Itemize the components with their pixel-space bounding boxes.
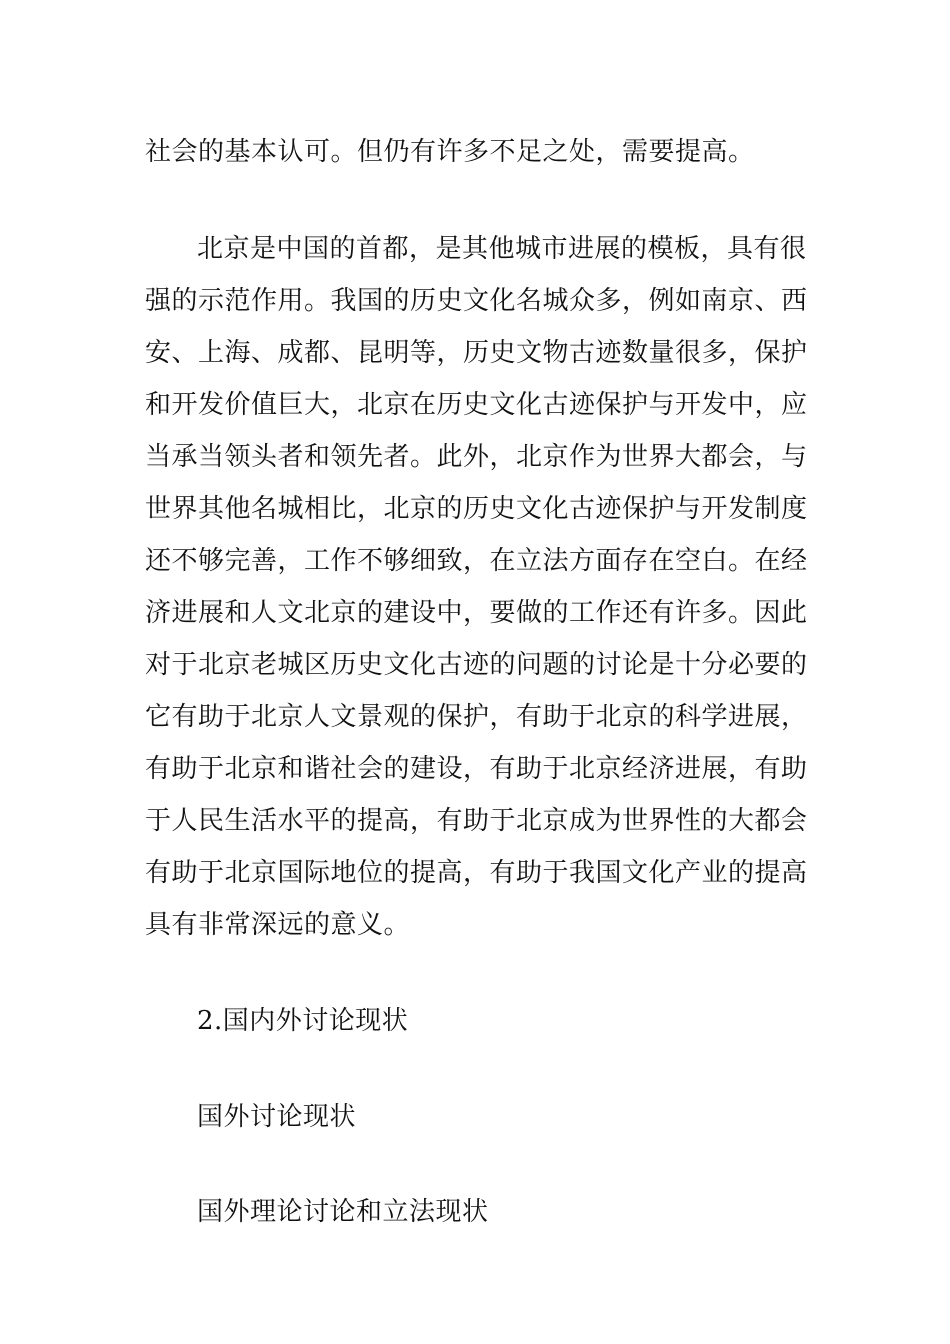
- paragraph-line: 安、上海、成都、昆明等，历史文物古迹数量很多，保护: [145, 338, 808, 368]
- paragraph-line: 于人民生活水平的提高，有助于北京成为世界性的大都会: [145, 806, 808, 836]
- subsection-heading: 国外讨论现状: [197, 1102, 357, 1132]
- paragraph-line: 北京是中国的首都，是其他城市进展的模板，具有很: [197, 234, 807, 264]
- paragraph-line: 世界其他名城相比，北京的历史文化古迹保护与开发制度: [145, 494, 808, 524]
- section-heading: 2.国内外讨论现状: [197, 1006, 409, 1036]
- paragraph-line: 对于北京老城区历史文化古迹的问题的讨论是十分必要的: [145, 650, 808, 680]
- paragraph-line: 有助于北京和谐社会的建设，有助于北京经济进展，有助: [145, 754, 808, 784]
- paragraph-line: 有助于北京国际地位的提高，有助于我国文化产业的提高: [145, 858, 808, 888]
- paragraph-line: 济进展和人文北京的建设中，要做的工作还有许多。因此: [145, 598, 808, 628]
- paragraph-line: 它有助于北京人文景观的保护，有助于北京的科学进展，: [145, 702, 808, 732]
- paragraph-line: 和开发价值巨大，北京在历史文化古迹保护与开发中，应: [145, 390, 808, 420]
- paragraph-line: 当承当领头者和领先者。此外，北京作为世界大都会，与: [145, 442, 808, 472]
- paragraph-line: 社会的基本认可。但仍有许多不足之处，需要提高。: [145, 137, 755, 167]
- paragraph-line: 还不够完善，工作不够细致，在立法方面存在空白。在经: [145, 546, 808, 576]
- paragraph-line: 具有非常深远的意义。: [145, 910, 411, 940]
- paragraph-line: 强的示范作用。我国的历史文化名城众多，例如南京、西: [145, 286, 808, 316]
- subsection-heading: 国外理论讨论和立法现状: [197, 1197, 489, 1227]
